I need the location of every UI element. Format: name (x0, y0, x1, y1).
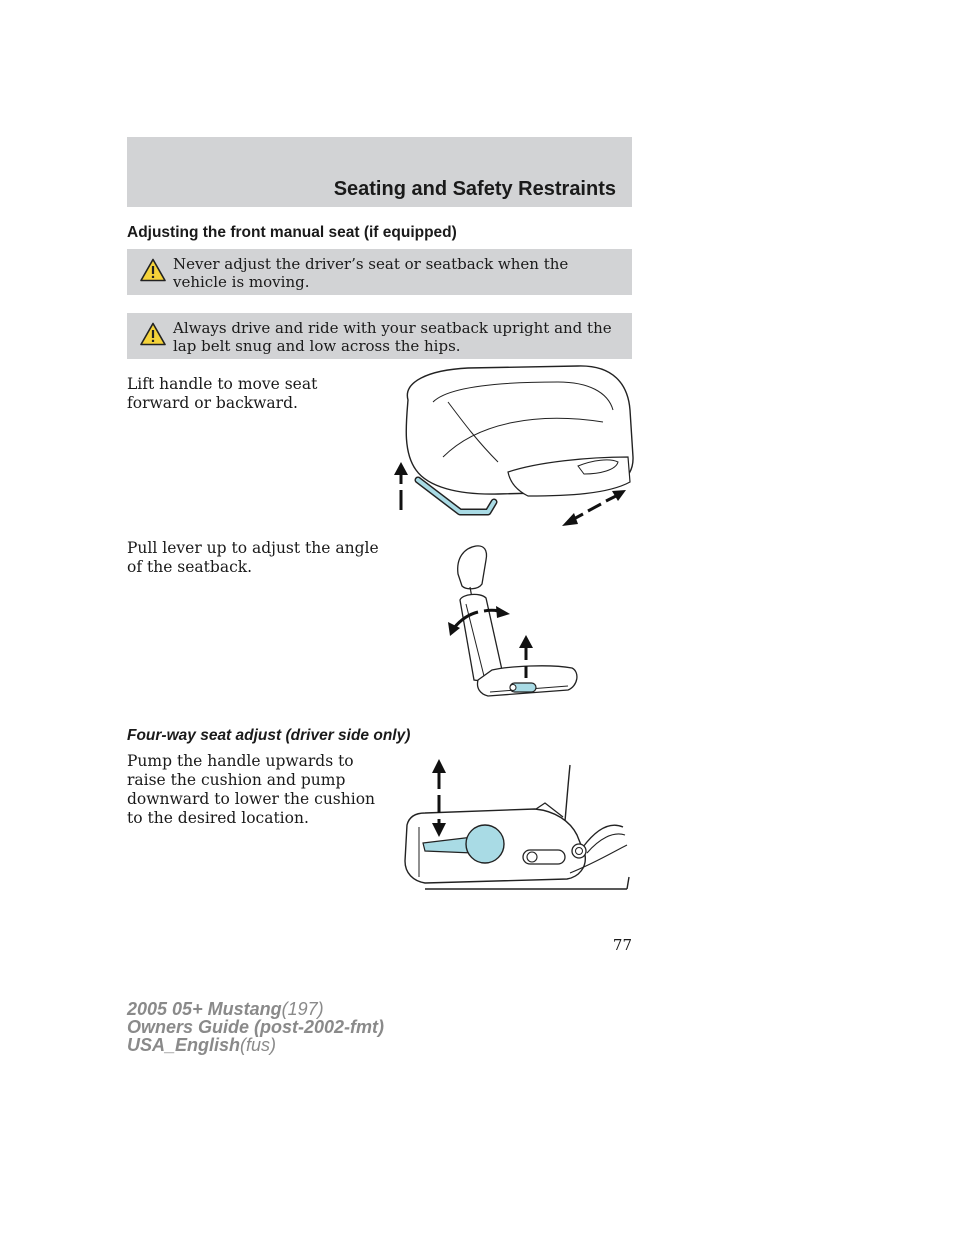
page-number: 77 (612, 936, 632, 954)
warning-triangle-icon (140, 322, 166, 346)
warning-triangle-icon (140, 258, 166, 282)
four-way-seat-adjust-illustration (395, 755, 635, 905)
warning-box-2 (127, 313, 632, 359)
footer-guide: Owners Guide (post-2002-fmt) (127, 1017, 385, 1037)
page-header-title: Seating and Safety Restraints (333, 178, 616, 200)
subsection-heading: Four-way seat adjust (driver side only) (127, 727, 411, 744)
warning-text: Never adjust the driver’s seat or seatback when the vehicle is moving. (173, 255, 569, 291)
footer-model: 2005 05+ Mustang (127, 999, 282, 1019)
warning-text: Always drive and ride with your seatback upright and the lap belt snug and low across the hips. (173, 319, 612, 355)
footer-line-model (127, 1000, 384, 1018)
seat-track-illustration (388, 362, 638, 527)
footer-language: USA_English (127, 1035, 241, 1055)
footer-language-code: (fus) (240, 1035, 277, 1055)
header-band (127, 137, 632, 207)
document-footer (127, 1000, 384, 1054)
paragraph-pump-handle: Pump the handle upwards to raise the cushion and pump downward to lower the cushion to the desired location. (127, 752, 376, 827)
seatback-recline-illustration (440, 540, 585, 715)
warning-box-1 (127, 249, 632, 295)
footer-model-code: (197) (281, 999, 324, 1019)
footer-line-guide (127, 1018, 384, 1036)
footer-line-language (127, 1036, 384, 1054)
section-heading: Adjusting the front manual seat (if equipped) (127, 224, 457, 241)
paragraph-lift-handle: Lift handle to move seat forward or backward. (127, 375, 318, 412)
paragraph-pull-lever: Pull lever up to adjust the angle of the seatback. (127, 539, 379, 576)
